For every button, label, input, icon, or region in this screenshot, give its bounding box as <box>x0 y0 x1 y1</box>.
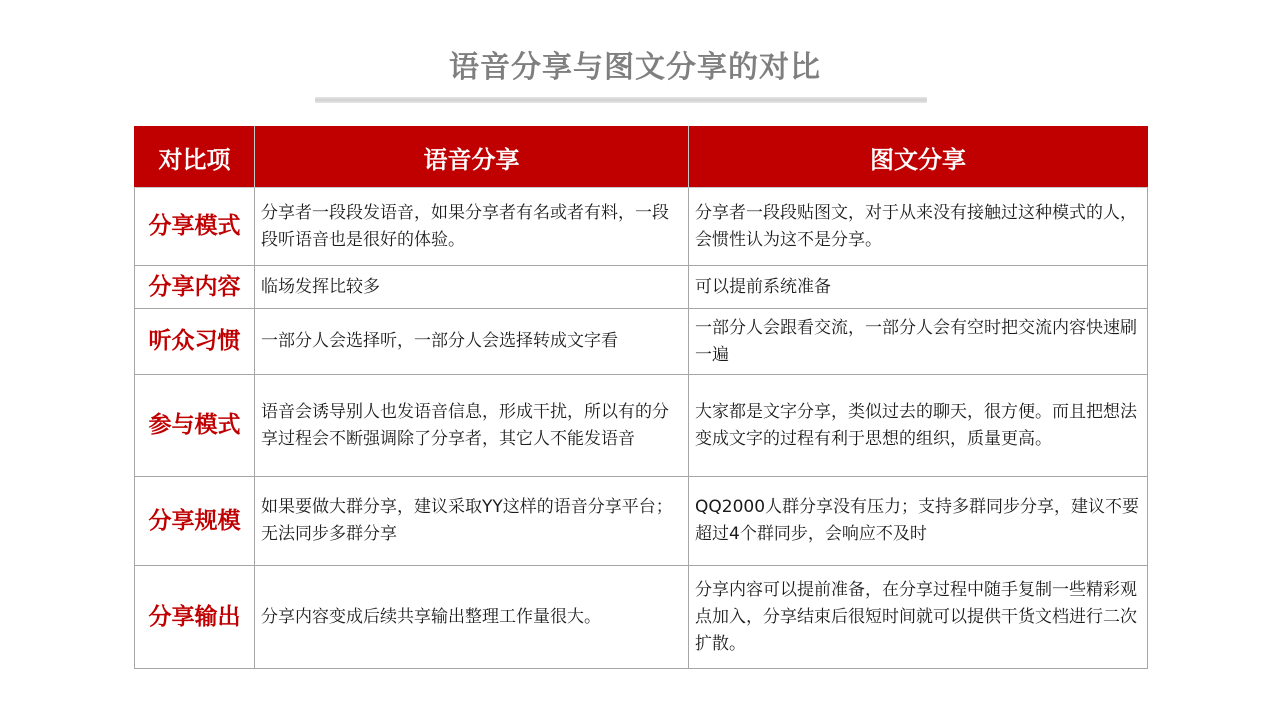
header-cell-text: 图文分享 <box>689 127 1148 188</box>
text-cell: QQ2000人群分享没有压力；支持多群同步分享，建议不要超过4个群同步，会响应不及时 <box>689 477 1148 566</box>
text-cell: 分享者一段段贴图文，对于从来没有接触过这种模式的人，会惯性认为这不是分享。 <box>689 188 1148 266</box>
row-label: 听众习惯 <box>135 309 255 375</box>
text-cell: 一部分人会跟看交流，一部分人会有空时把交流内容快速刷一遍 <box>689 309 1148 375</box>
row-label: 参与模式 <box>135 375 255 477</box>
voice-cell: 临场发挥比较多 <box>255 266 689 309</box>
voice-cell: 分享内容变成后续共享输出整理工作量很大。 <box>255 566 689 669</box>
table-row <box>135 266 1148 309</box>
table-row <box>135 188 1148 266</box>
comparison-table <box>134 126 1148 669</box>
voice-cell: 如果要做大群分享，建议采取YY这样的语音分享平台；无法同步多群分享 <box>255 477 689 566</box>
voice-cell: 分享者一段段发语音，如果分享者有名或者有料，一段段听语音也是很好的体验。 <box>255 188 689 266</box>
header-cell-voice: 语音分享 <box>255 127 689 188</box>
page-title: 语音分享与图文分享的对比 <box>449 50 821 85</box>
row-label: 分享内容 <box>135 266 255 309</box>
row-label: 分享输出 <box>135 566 255 669</box>
text-cell: 大家都是文字分享，类似过去的聊天，很方便。而且把想法变成文字的过程有利于思想的组织，质量更高。 <box>689 375 1148 477</box>
table-header-row <box>135 127 1148 188</box>
title-underline-divider <box>315 97 927 103</box>
voice-cell: 一部分人会选择听，一部分人会选择转成文字看 <box>255 309 689 375</box>
voice-cell: 语音会诱导别人也发语音信息，形成干扰，所以有的分享过程会不断强调除了分享者，其它人不能发语音 <box>255 375 689 477</box>
header-cell-item: 对比项 <box>135 127 255 188</box>
row-label: 分享模式 <box>135 188 255 266</box>
table-row <box>135 477 1148 566</box>
text-cell: 分享内容可以提前准备，在分享过程中随手复制一些精彩观点加入，分享结束后很短时间就可以提供干货文档进行二次扩散。 <box>689 566 1148 669</box>
table-row <box>135 375 1148 477</box>
table-row <box>135 309 1148 375</box>
table-row <box>135 566 1148 669</box>
row-label: 分享规模 <box>135 477 255 566</box>
text-cell: 可以提前系统准备 <box>689 266 1148 309</box>
